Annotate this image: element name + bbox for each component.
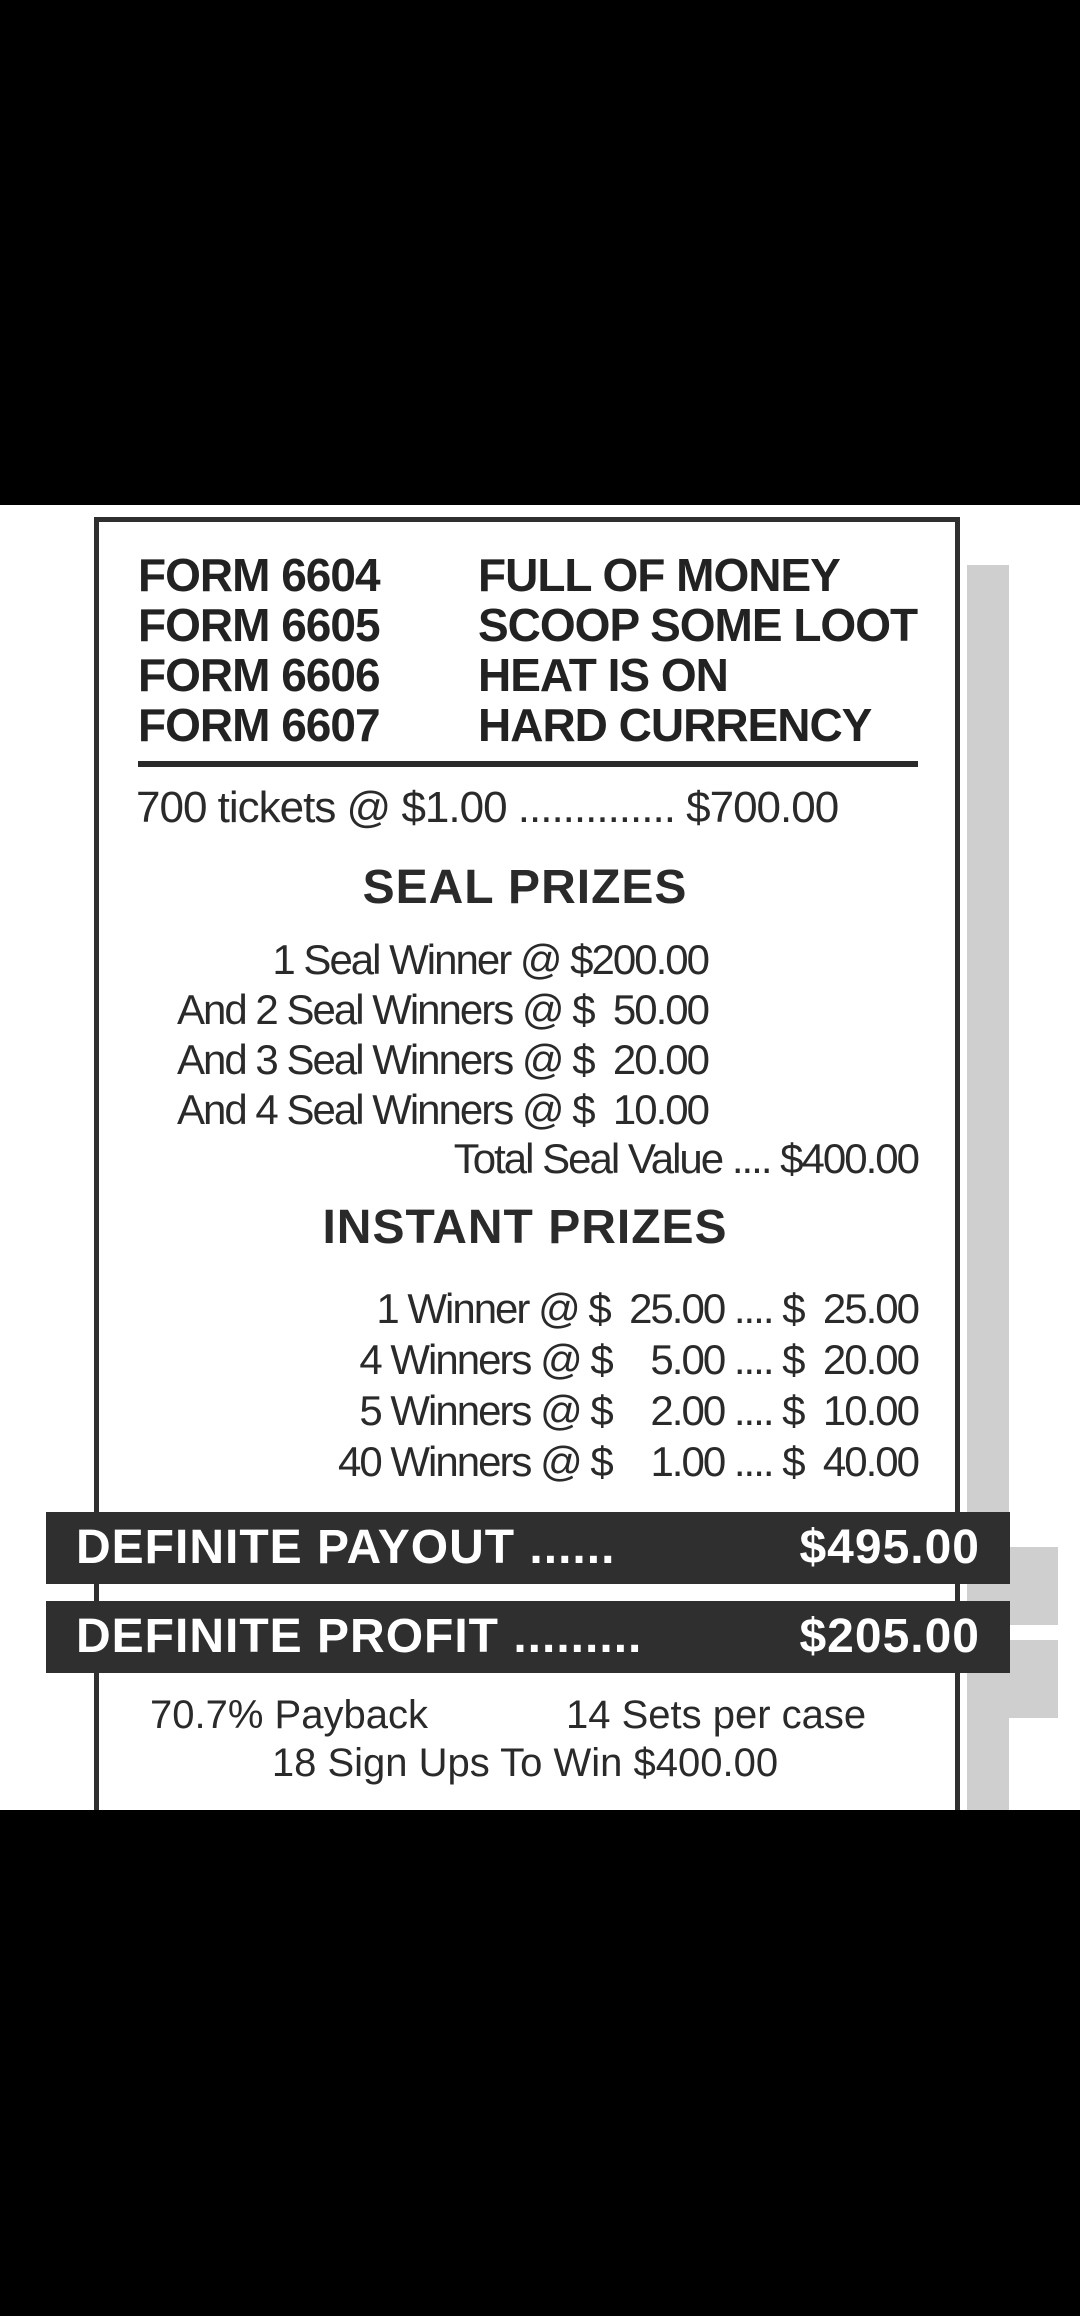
tickets-line: 700 tickets @ $1.00 .............. $700.00 — [136, 783, 839, 832]
drop-shadow — [1005, 1547, 1058, 1625]
seal-prize-line: And 4 Seal Winners @ $ 10.00 — [177, 1086, 708, 1133]
seal-prize-line: 1 Seal Winner @ $200.00 — [272, 936, 708, 983]
profit-amount: $205.00 — [799, 1610, 980, 1663]
seal-total: Total Seal Value .... $400.00 — [453, 1135, 918, 1182]
seal-prize-line: And 3 Seal Winners @ $ 20.00 — [177, 1036, 708, 1083]
form-name: SCOOP SOME LOOT — [478, 599, 918, 651]
instant-prize-line: 4 Winners @ $ 5.00 .... $ 20.00 — [359, 1336, 918, 1383]
signups-text: 18 Sign Ups To Win $400.00 — [271, 1741, 779, 1785]
instant-prizes-title: INSTANT PRIZES — [322, 1201, 728, 1254]
flyer-page — [0, 505, 1080, 1810]
instant-prize-line: 40 Winners @ $ 1.00 .... $ 40.00 — [338, 1438, 918, 1485]
seal-prizes-title: SEAL PRIZES — [362, 861, 688, 914]
seal-prize-line: And 2 Seal Winners @ $ 50.00 — [177, 986, 708, 1033]
divider — [138, 761, 918, 767]
form-id: FORM 6605 — [138, 599, 380, 651]
instant-prize-list — [338, 1283, 918, 1487]
form-name: HEAT IS ON — [478, 649, 728, 701]
definite-profit-banner — [46, 1601, 1010, 1673]
profit-label: DEFINITE PROFIT ......... — [76, 1610, 643, 1663]
payback-text: 70.7% Payback — [150, 1693, 428, 1737]
seal-prize-list — [0, 935, 708, 1135]
instant-prize-line: 5 Winners @ $ 2.00 .... $ 10.00 — [359, 1387, 918, 1434]
form-name: HARD CURRENCY — [478, 699, 872, 751]
form-name: FULL OF MONEY — [478, 549, 840, 601]
instant-prize-line: 1 Winner @ $ 25.00 .... $ 25.00 — [376, 1285, 918, 1332]
drop-shadow — [1005, 1640, 1058, 1718]
payout-label: DEFINITE PAYOUT ...... — [76, 1521, 616, 1574]
form-id: FORM 6607 — [138, 699, 380, 751]
definite-payout-banner — [46, 1512, 1010, 1584]
payout-amount: $495.00 — [799, 1521, 980, 1574]
sets-per-case-text: 14 Sets per case — [566, 1693, 867, 1737]
form-id: FORM 6604 — [138, 549, 380, 601]
form-id: FORM 6606 — [138, 649, 380, 701]
